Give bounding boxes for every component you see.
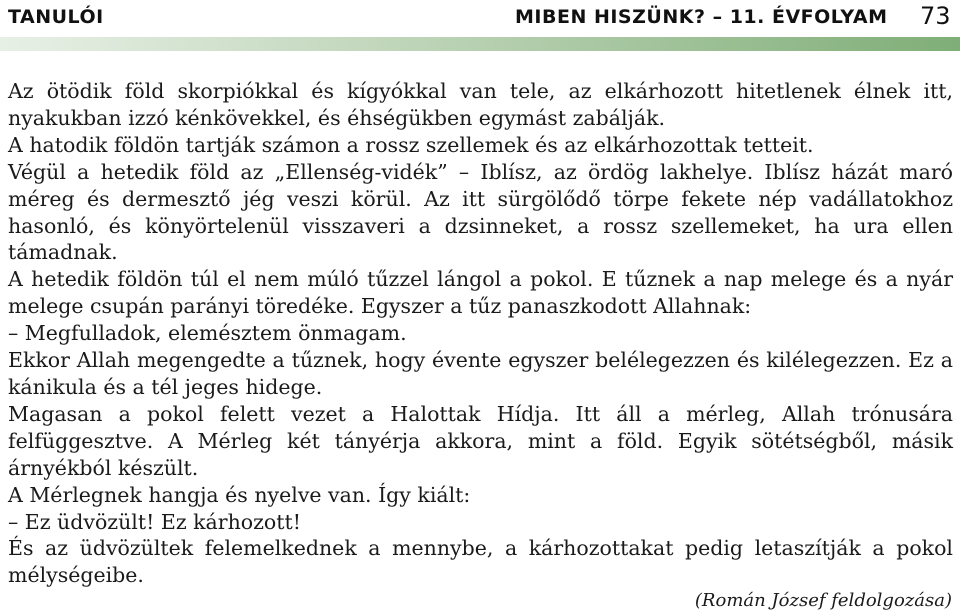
book-title: MIBEN HISZÜNK? – 11. ÉVFOLYAM	[515, 6, 888, 28]
paragraph-bridge: Magasan a pokol felett vezet a Halottak Hídja. Itt áll a mérleg, Allah trónusára felfüggesztve. A Mérleg két tányérja akkora, mint a föld. Egyik sötétségből, másik árnyékból készült.	[8, 401, 953, 480]
paragraph-hell-fire: A hetedik földön túl el nem múló tűzzel lángol a pokol. E tűznek a nap melege és a nyár melege csupán parányi töredéke. Egyszer a tűz panaszkodott Allahnak:	[8, 267, 953, 319]
dialogue-scale: – Ez üdvözült! Ez kárhozott!	[8, 509, 301, 534]
paragraph-sixth-earth: A hatodik földön tartják számon a rossz szellemek és az elkárhozottak tetteit.	[8, 132, 814, 157]
paragraph-scale-voice: A Mérlegnek hangja és nyelve van. Így kiált:	[8, 482, 471, 507]
paragraph-seventh-earth: Végül a hetedik föld az „Ellenség-vidék” – Iblísz, az ördög lakhelye. Iblísz házát maró méreg és dermesztő jég veszi körül. Az itt sürgölődő törpe fekete nép vadállatokhoz hasonló, és könyörtelenül visszaveri a dzsinneket, a rossz szellemeket, ha ura ellen támadnak.	[8, 159, 953, 265]
paragraph-allah-permits: Ekkor Allah megengedte a tűznek, hogy évente egyszer belélegezzen és kilélegezzen. Ez a kánikula és a tél jeges hidege.	[8, 348, 953, 399]
attribution: (Román József feldolgozása)	[694, 590, 952, 611]
paragraph-ending: És az üdvözültek felemelkednek a mennybe, a kárhozottakat pedig letaszítják a pokol mélységeibe.	[8, 536, 953, 588]
page-header	[0, 0, 960, 36]
body-text	[8, 78, 953, 589]
header-gradient-rule	[0, 37, 960, 51]
paragraph-fifth-earth: Az ötödik föld skorpiókkal és kígyókkal van tele, az elkárhozott hitetlenek élnek itt, nyakukban izzó kénkövekkel, és éhségükben egymást zabálják.	[8, 79, 953, 130]
dialogue-fire: – Megfulladok, elemésztem önmagam.	[8, 321, 407, 346]
section-label: TANULÓI	[8, 6, 104, 28]
page-number: 73	[920, 2, 951, 30]
